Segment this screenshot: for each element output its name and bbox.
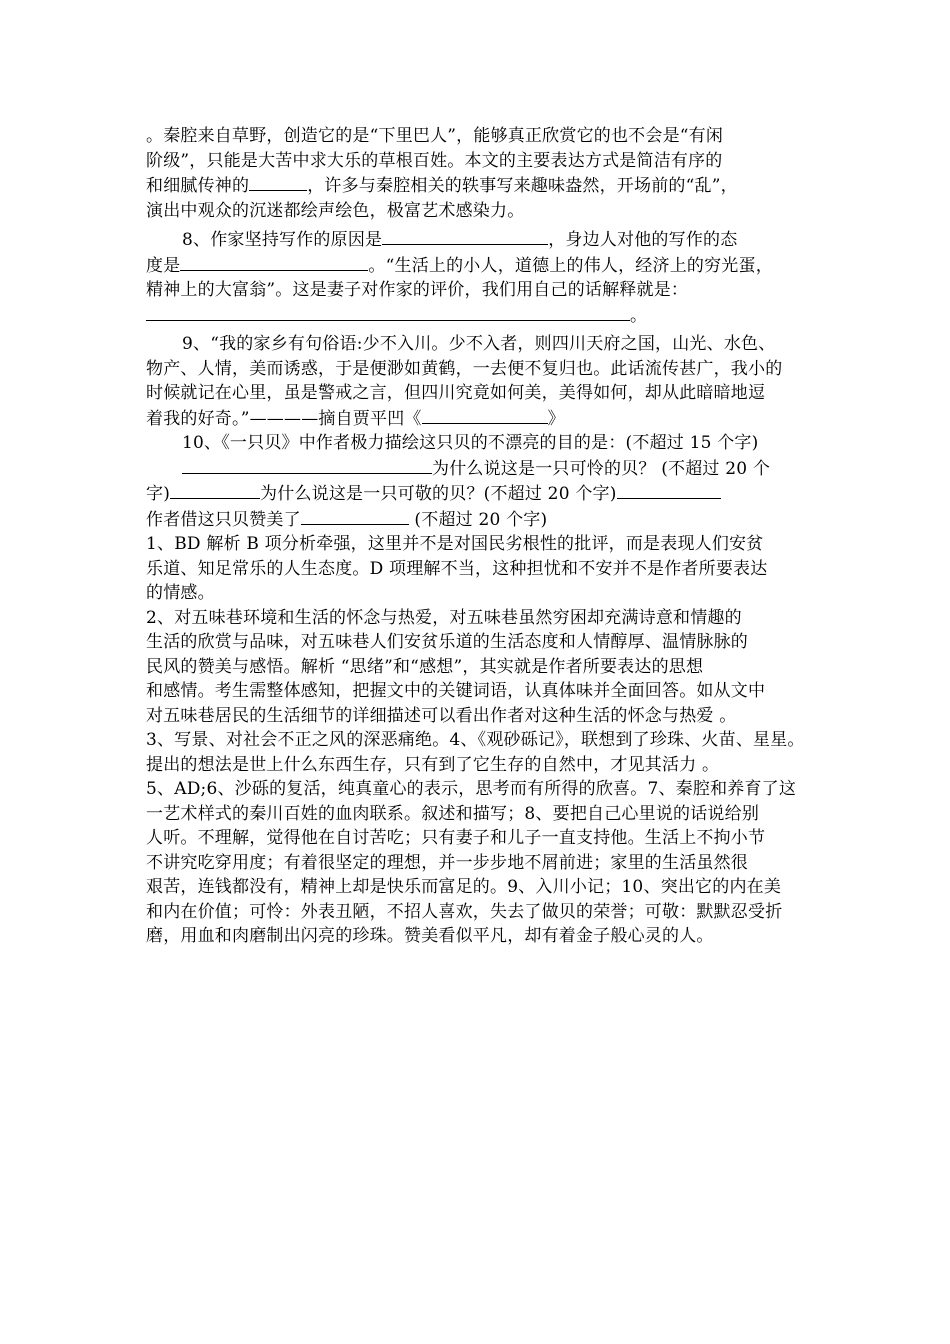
q9-line-4-post: 》 [547, 408, 565, 429]
q8-line-1-pre: 8、作家坚持写作的原因是 [182, 230, 383, 250]
q10-blank-pitiful [170, 481, 260, 499]
q10-line-2 [146, 456, 810, 482]
answer-line: 的情感。 [146, 583, 215, 603]
document-body [146, 124, 810, 949]
q8-line-2-pre: 度是 [146, 255, 181, 276]
answer-line: 民风的赞美与感悟。解析 “思绪”和“感想”，其实就是作者所要表达的思想 [146, 656, 704, 677]
q10-blank-purpose [182, 456, 432, 474]
q7-line-2: 阶级”，只能是大苦中求大乐的草根百姓。本文的主要表达方式是简洁有序的 [146, 150, 723, 171]
q8-line-4 [146, 303, 810, 329]
answer-line: 对五味巷居民的生活细节的详细描述可以看出作者对这种生活的怀念与热爱 。 [146, 705, 737, 726]
answer-line: 磨，用血和肉磨制出闪亮的珍珠。赞美看似平凡，却有着金子般心灵的人。 [146, 926, 714, 946]
q8-line-2-post: 。“生活上的小人，道德上的伟人，经济上的穷光蛋， [368, 255, 773, 276]
q8-line-4-post: 。 [630, 305, 648, 326]
answer-line: 人听。不理解，觉得他在自讨苦吃；只有妻子和儿子一直支持他。生活上不拘小节 [146, 828, 766, 848]
q8-line-3: 精神上的大富翁”。这是妻子对作家的评价，我们用自己的话解释就是： [146, 280, 689, 300]
q9-blank-title [422, 406, 548, 424]
q9-line-2: 物产、人情，美而诱惑，于是便渺如黄鹤，一去便不复归也。此话流传甚广，我小的 [146, 358, 783, 379]
q10-line-4-post: (不超过 20 个字) [408, 509, 548, 530]
q10-blank-respectable [617, 481, 721, 499]
q10-line-4-pre: 作者借这只贝赞美了 [146, 509, 301, 530]
answer-line: 和内在价值；可怜：外表丑陋，不招人喜欢，失去了做贝的荣誉；可敬：默默忍受折 [146, 901, 783, 922]
q9-line-3: 时候就记在心里，虽是警戒之言，但四川究竟如何美，美得如何，却从此暗暗地逗 [146, 383, 766, 403]
answer-line: 1、BD 解析 B 项分析牵强，这里并不是对国民劣根性的批评，而是表现人们安贫 [146, 534, 764, 554]
answer-line: 一艺术样式的秦川百姓的血肉联系。叙述和描写；8、要把自己心里说的话说给别 [146, 803, 760, 824]
answer-key [146, 532, 810, 949]
q8-blank-reason [382, 227, 548, 245]
q10-line-3-pre: 字) [146, 484, 171, 504]
q7-line-3-post: ，许多与秦腔相关的轶事写来趣味盎然，开场前的“乱”， [307, 176, 738, 196]
q7-line-4: 演出中观众的沉迷都绘声绘色，极富艺术感染力。 [146, 200, 525, 221]
answer-line: 3、写景、对社会不正之风的深恶痛绝。4、《观砂砾记》，联想到了珍珠、火苗、星星。 [146, 730, 805, 750]
answer-line: 乐道、知足常乐的人生态度。D 项理解不当，这种担忧和不安并不是作者所要表达 [146, 558, 768, 579]
answer-line: 艰苦，连钱都没有，精神上却是快乐而富足的。9、入川小记；10、突出它的内在美 [146, 877, 782, 897]
q10-line-2-post: 为什么说这是一只可怜的贝？ (不超过 20 个 [432, 458, 771, 479]
q9-line-4-pre: 着我的好奇。”————摘自贾平凹《 [146, 408, 422, 429]
q10-line-3 [146, 481, 810, 507]
answer-line: 不讲究吃穿用度；有着很坚定的理想，并一步步地不屑前进；家里的生活虽然很 [146, 852, 748, 873]
q10-line-4 [146, 507, 810, 533]
q7-line-1: 。秦腔来自草野，创造它的是“下里巴人”，能够真正欣赏它的也不会是“有闲 [146, 126, 724, 146]
q9-line-1: 9、“我的家乡有句俗语:少不入川。少不入者，则四川天府之国，山光、水色、 [182, 334, 776, 354]
q8-line-2 [146, 253, 810, 279]
q8-line-1 [146, 227, 810, 253]
answer-line: 提出的想法是世上什么东西生存，只有到了它生存的自然中，才见其活力 。 [146, 754, 720, 775]
answer-line: 生活的欣赏与品味，对五味巷人们安贫乐道的生活态度和人情醇厚、温情脉脉的 [146, 632, 748, 652]
q10-line-3-mid: 为什么说这是一只可敬的贝？(不超过 20 个字) [260, 484, 617, 504]
q8-blank-explanation [146, 303, 630, 321]
answer-line: 和感情。考生需整体感知，把握文中的关键词语，认真体味并全面回答。如从文中 [146, 681, 766, 701]
answer-line: 5、AD;6、沙砾的复活，纯真童心的表示，思考而有所得的欣喜。7、秦腔和养育了这 [146, 779, 797, 799]
q7-line-3-pre: 和细腻传神的 [146, 176, 250, 196]
q7-line-3 [146, 173, 810, 199]
q9-line-4 [146, 406, 810, 432]
answer-line: 2、对五味巷环境和生活的怀念与热爱，对五味巷虽然穷困却充满诗意和情趣的 [146, 607, 742, 628]
q8-blank-attitude [180, 253, 368, 271]
q8-line-1-post: ，身边人对他的写作的态 [548, 230, 738, 250]
q10-blank-praise [301, 507, 409, 525]
q10-line-1: 10、《一只贝》中作者极力描绘这只贝的不漂亮的目的是：(不超过 15 个字) [182, 433, 759, 453]
q7-answer-blank [249, 173, 307, 191]
